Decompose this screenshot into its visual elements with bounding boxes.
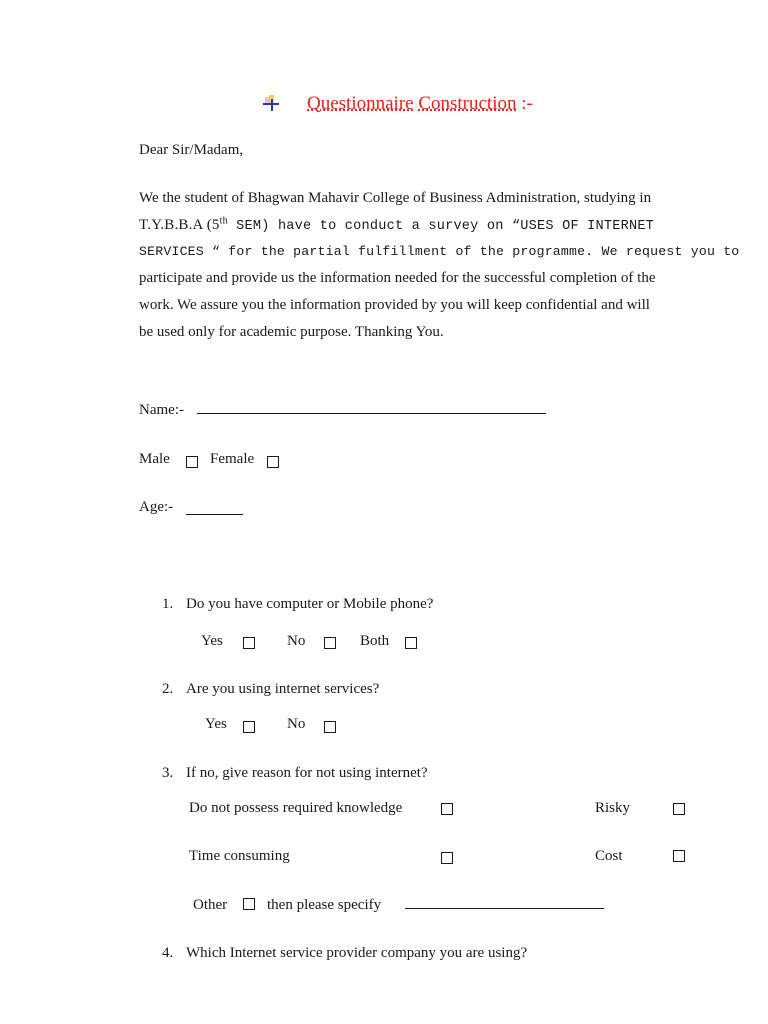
q3-specify-line[interactable]	[405, 908, 604, 909]
intro-line-2a: T.Y.B.B.A (5	[139, 217, 220, 233]
intro-line-3: SERVICES “ for the partial fulfillment of the programme. We request you to	[139, 244, 740, 259]
page-title	[307, 93, 533, 115]
q2-yes-label: Yes	[205, 716, 227, 732]
q1-yes-label: Yes	[201, 633, 223, 649]
male-label: Male	[139, 451, 170, 467]
q3-knowledge-label: Do not possess required knowledge	[189, 800, 403, 816]
q4-text: Which Internet service provider company you are using?	[186, 945, 528, 961]
intro-line-2	[139, 217, 654, 234]
greeting: Dear Sir/Madam,	[139, 142, 244, 158]
q3-cost-label: Cost	[595, 848, 623, 864]
age-label: Age:-	[139, 499, 174, 515]
q1-yes-checkbox[interactable]	[243, 637, 255, 649]
title-suffix: :-	[521, 93, 533, 114]
q3-time-label: Time consuming	[189, 848, 290, 864]
q3-number: 3.	[162, 765, 174, 781]
q4-number: 4.	[162, 945, 174, 961]
q3-cost-checkbox[interactable]	[673, 850, 685, 862]
intro-line-6: be used only for academic purpose. Thanking You.	[139, 324, 444, 340]
intro-line-2-sup: th	[219, 215, 228, 227]
q3-other-label: Other	[193, 897, 228, 913]
q2-number: 2.	[162, 681, 174, 697]
q1-both-checkbox[interactable]	[405, 637, 417, 649]
q2-no-label: No	[287, 716, 306, 732]
q1-both-label: Both	[360, 633, 390, 649]
female-label: Female	[210, 451, 255, 467]
q3-time-checkbox[interactable]	[441, 852, 453, 864]
age-field-line[interactable]	[186, 514, 243, 515]
q1-no-label: No	[287, 633, 306, 649]
q1-number: 1.	[162, 596, 174, 612]
q3-specify-label: then please specify	[267, 897, 382, 913]
q3-other-checkbox[interactable]	[243, 898, 255, 910]
q3-risky-label: Risky	[595, 800, 631, 816]
q3-text: If no, give reason for not using internet?	[186, 765, 428, 781]
name-label: Name:-	[139, 402, 184, 418]
intro-line-4: participate and provide us the information needed for the successful completion of the	[139, 270, 656, 286]
bullet-arrow-icon	[262, 94, 280, 112]
q1-no-checkbox[interactable]	[324, 637, 336, 649]
q2-no-checkbox[interactable]	[324, 721, 336, 733]
male-checkbox[interactable]	[186, 456, 198, 468]
q3-knowledge-checkbox[interactable]	[441, 803, 453, 815]
intro-line-2b: SEM) have to conduct a survey on “USES OF INTERNET	[227, 219, 655, 234]
q1-text: Do you have computer or Mobile phone?	[186, 596, 434, 612]
female-checkbox[interactable]	[267, 456, 279, 468]
q2-yes-checkbox[interactable]	[243, 721, 255, 733]
q2-text: Are you using internet services?	[186, 681, 380, 697]
title-word-1: Questionnaire	[307, 93, 414, 114]
title-word-2: Construction	[418, 93, 517, 114]
name-field-line[interactable]	[197, 413, 546, 414]
intro-line-5: work. We assure you the information provided by you will keep confidential and will	[139, 297, 650, 313]
q3-risky-checkbox[interactable]	[673, 803, 685, 815]
intro-line-1: We the student of Bhagwan Mahavir College of Business Administration, studying in	[139, 190, 652, 206]
